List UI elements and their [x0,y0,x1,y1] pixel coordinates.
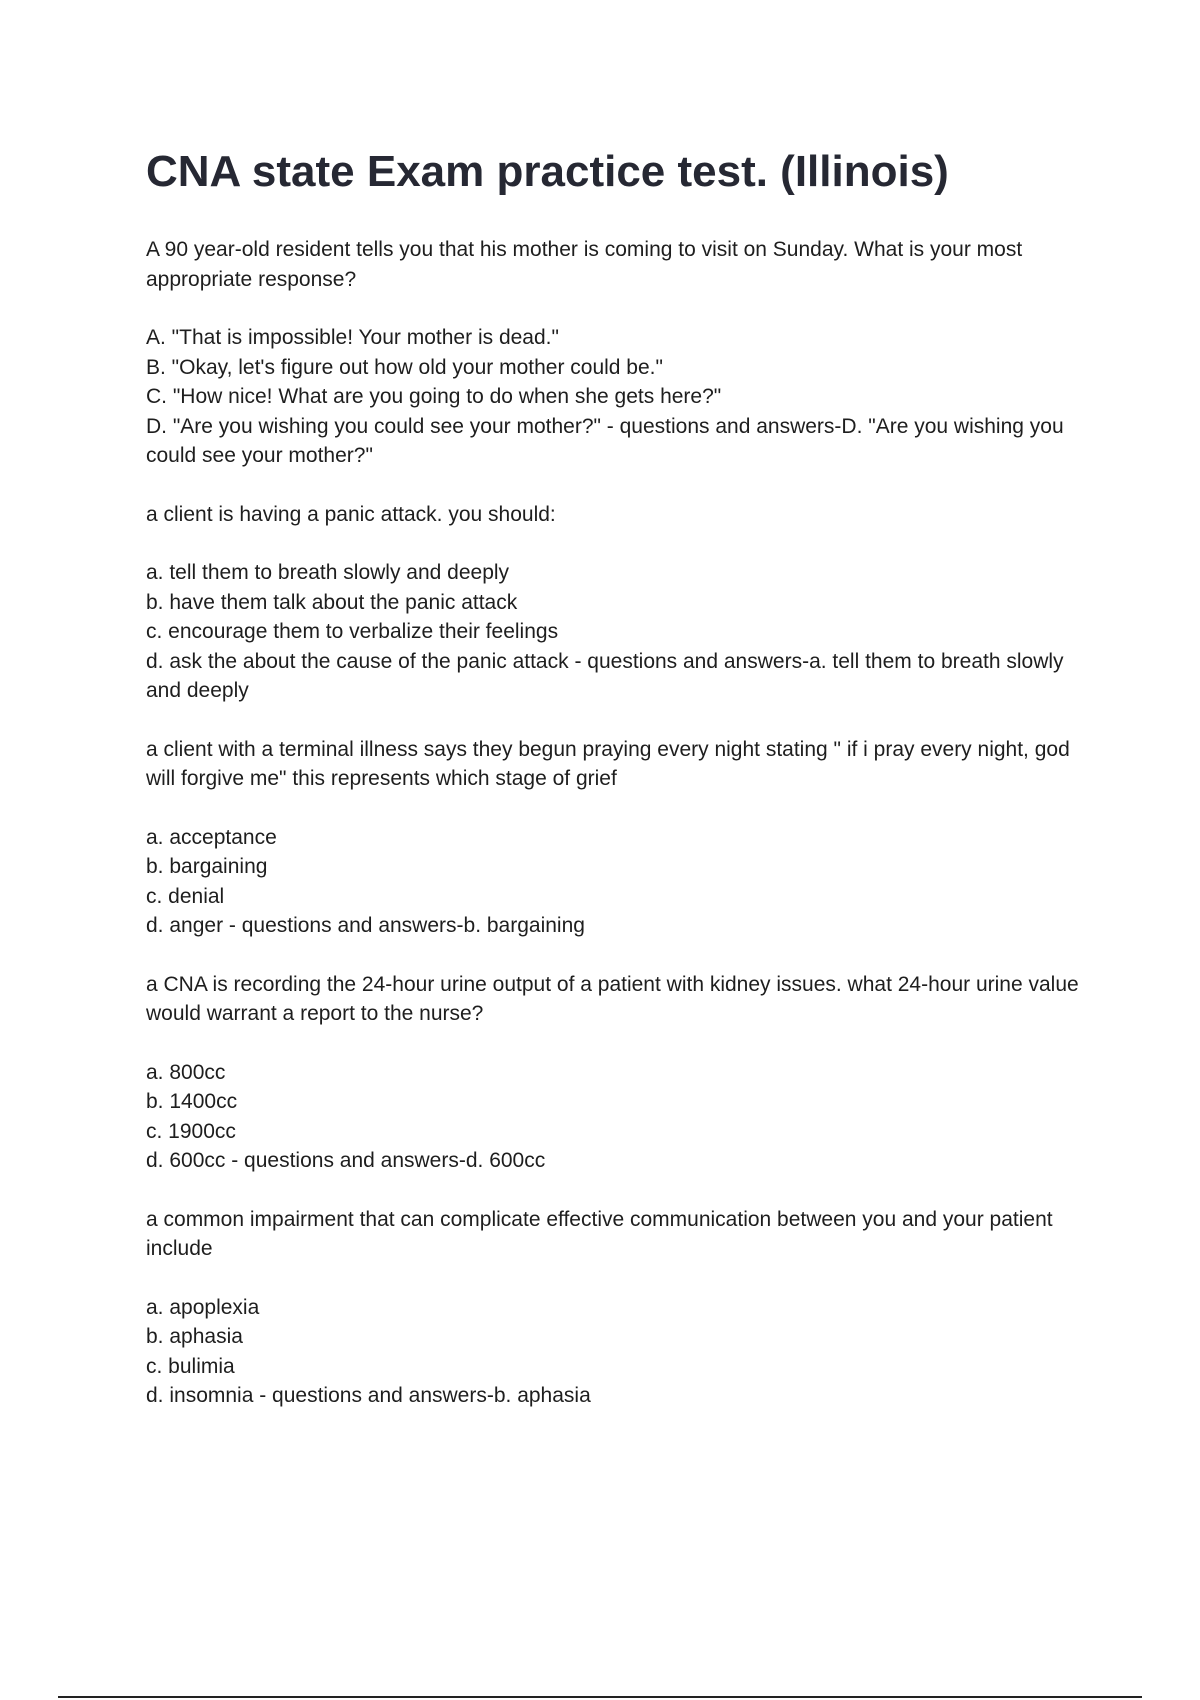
answer-options [146,1293,1086,1411]
question-block [146,235,1086,471]
answer-option: b. bargaining [146,855,268,878]
answer-option: c. denial [146,884,225,908]
answer-options [146,558,1086,706]
answer-option: a. tell them to breath slowly and deeply [146,561,510,584]
question-text: a common impairment that can complicate effective communication between you and your patient include [146,1207,1053,1260]
answer-option: d. anger - questions and answers-b. bargaining [146,914,585,937]
question-block [146,500,1086,706]
question-block [146,1205,1086,1411]
answer-option: c. encourage them to verbalize their feelings [146,620,559,643]
answer-option: a. apoplexia [146,1295,260,1319]
question-block [146,970,1086,1176]
answer-option: c. bulimia [146,1354,235,1378]
question-list [146,235,1086,1440]
answer-options [146,823,1086,941]
answer-option: A. "That is impossible! Your mother is dead." [146,326,559,349]
answer-options [146,1058,1086,1176]
question-text: a client with a terminal illness says they begun praying every night stating " if i pray every night, god will forgive me" this represents which stage of grief [146,737,1070,790]
question-block [146,735,1086,941]
question-text: a CNA is recording the 24-hour urine output of a patient with kidney issues. what 24-hour urine value would warrant a report to the nurse? [146,972,1079,1025]
answer-option: B. "Okay, let's figure out how old your mother could be." [146,355,663,379]
answer-option: b. have them talk about the panic attack [146,590,518,614]
question-text: A 90 year-old resident tells you that his mother is coming to visit on Sunday. What is your most appropriate response? [146,238,1023,291]
answer-option: d. insomnia - questions and answers-b. aphasia [146,1384,591,1407]
question-text: a client is having a panic attack. you should: [146,502,556,526]
document-title: CNA state Exam practice test. (Illinois) [146,147,949,196]
page-footer-rule [58,1696,1142,1698]
answer-option: a. 800cc [146,1060,226,1084]
answer-option: C. "How nice! What are you going to do when she gets here?" [146,385,722,408]
answer-option: d. ask the about the cause of the panic attack - questions and answers-a. tell them to breath slowly and deeply [146,649,1064,702]
answer-options [146,323,1086,471]
answer-option: b. 1400cc [146,1090,238,1113]
answer-option: D. "Are you wishing you could see your mother?" - questions and answers-D. "Are you wishing you could see your mother?" [146,414,1064,467]
answer-option: a. acceptance [146,825,277,849]
answer-option: d. 600cc - questions and answers-d. 600cc [146,1149,546,1172]
answer-option: b. aphasia [146,1325,243,1348]
answer-option: c. 1900cc [146,1119,236,1143]
